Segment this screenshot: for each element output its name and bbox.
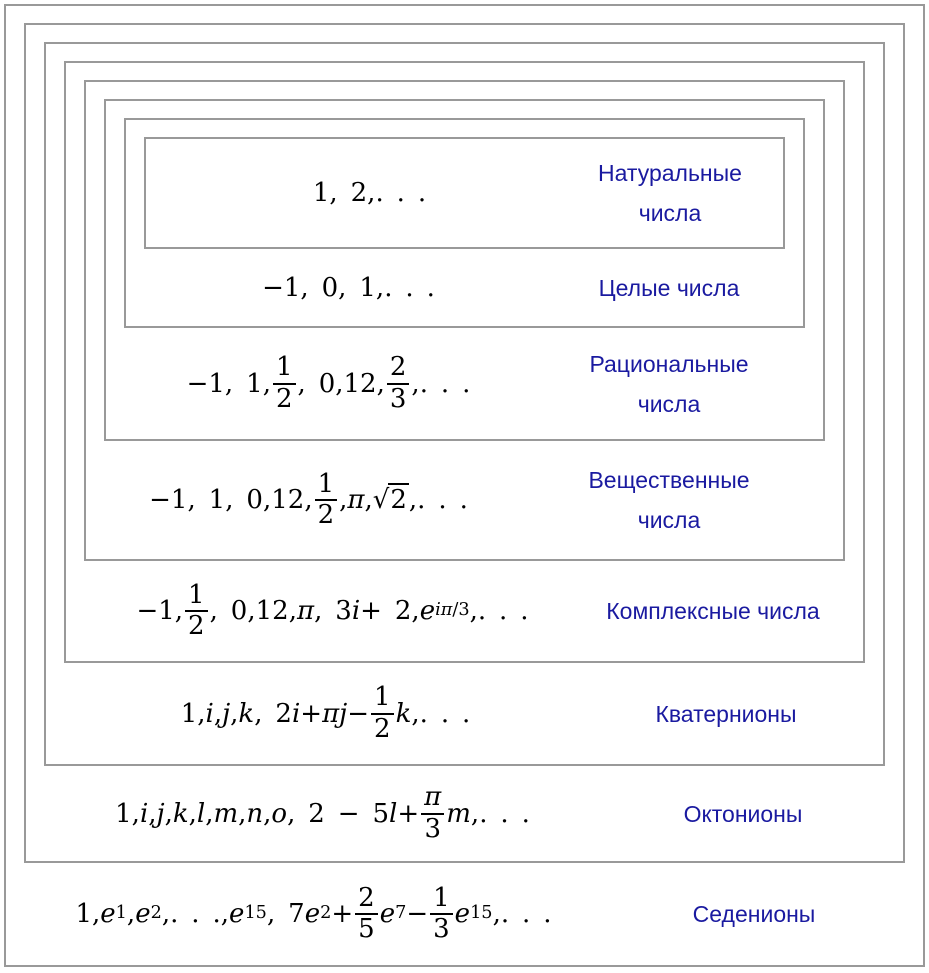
row-octonions <box>44 766 885 861</box>
label-line: Вещественные <box>588 467 750 493</box>
label-real-numbers <box>513 460 825 540</box>
box-quaternions <box>44 42 885 766</box>
formula-octonions: 1, i , j , k , l , m , n , o , 2 − 5 l + $\frac{\pi}{3}$ m , . . . <box>115 782 530 844</box>
row-rational-numbers <box>124 328 805 439</box>
box-octonions <box>24 23 905 863</box>
label-line: Кватернионы <box>655 700 797 727</box>
label-line: числа <box>638 200 702 226</box>
box-integers <box>124 118 805 328</box>
box-rational-numbers <box>104 99 825 441</box>
formula-integers: −1, 0, 1, . . . <box>262 272 435 303</box>
formula-rational-numbers: −1, 1, $\frac{1}{2}$ , 0,12, $\frac{2}{3}$ , . . . <box>186 352 471 414</box>
box-natural-numbers <box>144 137 785 249</box>
label-line: числа <box>637 507 701 533</box>
label-natural-numbers <box>575 153 765 233</box>
row-natural-numbers <box>164 139 765 247</box>
label-complex-numbers <box>581 591 845 631</box>
row-sedenions <box>24 863 905 965</box>
formula-complex-numbers: −1, $\frac{1}{2}$ , 0,12, π , 3 i + 2, e iπ/3 , . . . <box>136 579 529 641</box>
row-integers <box>144 249 785 326</box>
box-complex-numbers <box>64 61 865 663</box>
formula-sedenions: 1, e 1 , e 2 , . . . , e 15 , 7 e 2 + $\frac{2}{5}$ e 7 − $\frac{1}{3}$ e 15 , . . . <box>75 882 552 944</box>
label-line: Натуральные <box>598 160 742 186</box>
row-quaternions <box>64 663 865 764</box>
label-quaternions <box>587 694 865 734</box>
label-line: числа <box>637 390 701 417</box>
row-real-numbers <box>104 441 825 559</box>
formula-natural-numbers: 1, 2, . . . <box>312 178 427 208</box>
box-real-numbers <box>84 80 845 561</box>
formula-real-numbers: −1, 1, 0,12, $\frac{1}{2}$ , π , √2 , . . . <box>149 468 468 530</box>
label-line: Целые числа <box>598 274 740 301</box>
label-line: Комплексные числа <box>606 598 820 624</box>
label-line: Седенионы <box>692 901 816 927</box>
label-integers <box>553 268 785 308</box>
label-rational-numbers <box>533 344 805 424</box>
label-line: Октонионы <box>683 800 803 827</box>
box-sedenions <box>4 4 925 967</box>
label-line: Рациональные <box>589 350 749 377</box>
label-sedenions <box>603 894 905 934</box>
label-octonions <box>601 794 885 834</box>
row-complex-numbers <box>84 561 845 661</box>
formula-quaternions: 1, i , j , k , 2 i + πj − $\frac{1}{2}$ k , . . . <box>180 682 471 744</box>
